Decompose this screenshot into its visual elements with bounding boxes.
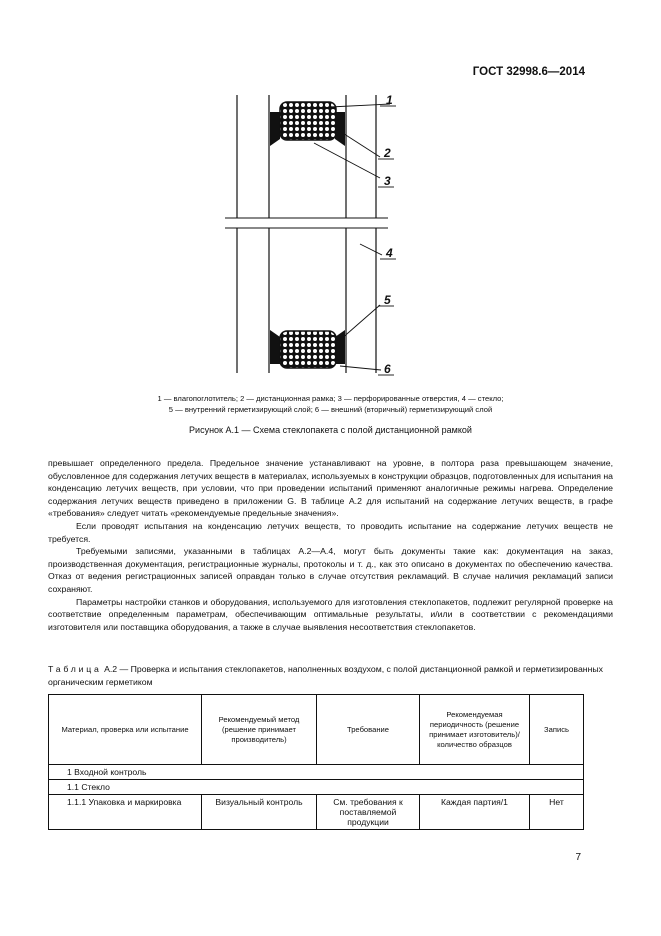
page-number: 7 <box>575 852 581 863</box>
section-incoming-control: 1 Входной контроль <box>49 765 584 780</box>
figure-caption: Рисунок А.1 — Схема стеклопакета с полой дистанционной рамкой <box>189 425 472 435</box>
header-record: Запись <box>530 695 584 765</box>
insulating-glass-diagram <box>0 0 661 400</box>
section-glass: 1.1 Стекло <box>49 780 584 795</box>
header-requirement: Требование <box>317 695 420 765</box>
callout-1: 1 <box>386 93 393 107</box>
cell-method: Визуальный контроль <box>202 795 317 830</box>
table-row <box>49 765 584 780</box>
paragraph-2: Если проводят испытания на конденсацию летучих веществ, то проводить испытание на содержание летучих веществ не требуется. <box>48 520 613 544</box>
table-caption <box>48 663 613 688</box>
callout-6: 6 <box>384 362 391 376</box>
callout-2: 2 <box>384 146 391 160</box>
cell-item: 1.1.1 Упаковка и маркировка <box>49 795 202 830</box>
paragraph-3: Требуемыми записями, указанными в таблицах А.2—А.4, могут быть документы такие как: документация на заказ, производственная документация, регистрационные журналы, протоколы и т. д., как это описано в документах по обеспечению качества. Отказ от ведения регистрационных записей оправдан только в случае отсутствия рекламаций. В случае наличия рекламаций записи сохраняют. <box>48 546 613 594</box>
table-row <box>49 795 584 830</box>
header-material: Материал, проверка или испытание <box>49 695 202 765</box>
callout-3: 3 <box>384 174 391 188</box>
paragraph-4: Параметры настройки станков и оборудования, используемого для изготовления стеклопакетов, подлежит регулярной проверке на соответствие определенным параметрам, обеспечивающим оптимальные результаты, и/или в соответствии с рекомендациями изготовителя или поставщика оборудования, а также в случае выявления несоответствия стеклопакетов. <box>48 596 613 632</box>
spacer-frame-top <box>270 102 345 146</box>
table-header-row <box>49 695 584 765</box>
header-periodicity: Рекомендуемая периодичность (решение принимает изготовитель)/ количество образцов <box>420 695 530 765</box>
callout-5: 5 <box>384 293 391 307</box>
legend-line-2: 5 — внутренний герметизирующий слой; 6 — внешний (вторичный) герметизирующий слой <box>168 405 493 414</box>
body-text <box>48 457 613 633</box>
table-row <box>49 780 584 795</box>
table-caption-label: Таблица <box>48 664 102 674</box>
legend-line-1: 1 — влагопоглотитель; 2 — дистанционная рамка; 3 — перфорированные отверстия, 4 — стекло; <box>157 394 504 403</box>
callout-4: 4 <box>386 246 393 260</box>
header-method: Рекомендуемый метод (решение принимает производитель) <box>202 695 317 765</box>
table-caption-text: А.2 — Проверка и испытания стеклопакетов, наполненных воздухом, с полой дистанционной рамкой и герметизированных органическим герметиком <box>48 664 603 687</box>
cell-record: Нет <box>530 795 584 830</box>
spacer-frame-bottom <box>270 330 345 368</box>
document-code: ГОСТ 32998.6—2014 <box>472 66 585 78</box>
figure-legend <box>48 393 613 415</box>
cell-periodicity: Каждая партия/1 <box>420 795 530 830</box>
cell-requirement: См. требования к поставляемой продукции <box>317 795 420 830</box>
paragraph-1: превышает определенного предела. Предельное значение устанавливают на уровне, в полтора раза превышающем значение, обусловленное для содержания летучих веществ в материалах, используемых в конструкции образцов, подготовленных для испытания на конденсацию летучих веществ, при условии, что при проведении испытаний применяют аналогичные режимы нагрева. Определение содержания летучих веществ приведено в приложении G. В таблице А.2 для испытаний на содержание летучих веществ, в графе «требования» следует читать «рекомендуемые предельные значения». <box>48 458 613 519</box>
glass-pane-left <box>237 95 269 373</box>
table-a2 <box>48 694 584 830</box>
